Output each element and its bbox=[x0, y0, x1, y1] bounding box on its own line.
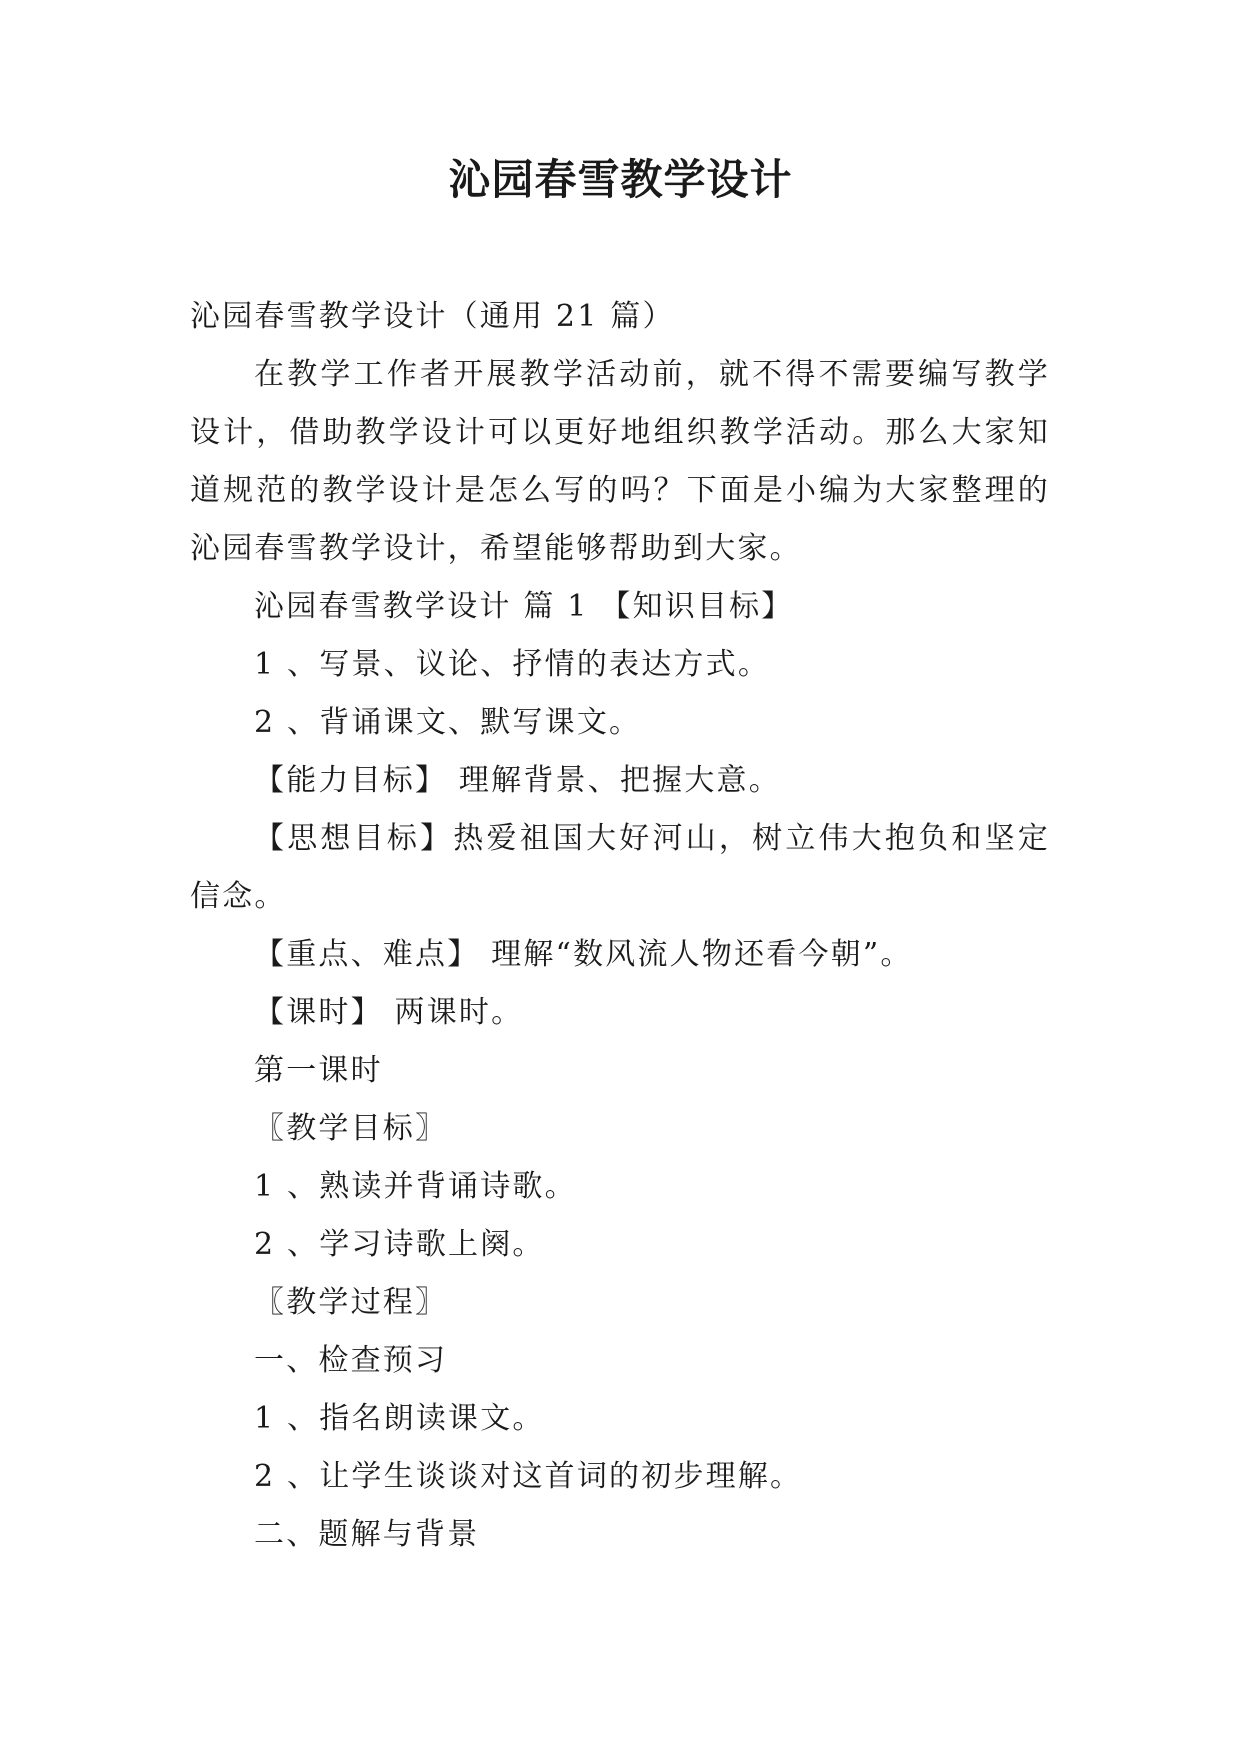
document-body bbox=[190, 288, 1050, 1564]
class-hours: 【课时】 两课时。 bbox=[254, 995, 524, 1030]
teaching-goal-1: 1 、熟读并背诵诗歌。 bbox=[254, 1169, 577, 1204]
step-one-item-1: 1 、指名朗读课文。 bbox=[254, 1401, 545, 1436]
section-heading-1: 沁园春雪教学设计 篇 1 【知识目标】 bbox=[254, 589, 794, 624]
intro-paragraph: 在教学工作者开展教学活动前，就不得不需要编写教学设计，借助教学设计可以更好地组织教学活动。那么大家知道规范的教学设计是怎么写的吗？下面是小编为大家整理的沁园春雪教学设计，希望能够帮助到大家。 bbox=[190, 357, 1050, 566]
document-subtitle: 沁园春雪教学设计（通用 21 篇） bbox=[190, 299, 675, 334]
teaching-goals-heading: 〖教学目标〗 bbox=[254, 1111, 448, 1146]
first-lesson-heading: 第一课时 bbox=[254, 1053, 383, 1088]
step-one-item-2: 2 、让学生谈谈对这首词的初步理解。 bbox=[254, 1459, 803, 1494]
knowledge-goal-1: 1 、写景、议论、抒情的表达方式。 bbox=[254, 647, 771, 682]
key-points: 【重点、难点】 理解“数风流人物还看今朝”。 bbox=[254, 937, 913, 972]
thought-goal: 【思想目标】热爱祖国大好河山，树立伟大抱负和坚定信念。 bbox=[190, 821, 1050, 914]
document-title: 沁园春雪教学设计 bbox=[448, 155, 793, 204]
step-two-heading: 二、题解与背景 bbox=[254, 1517, 480, 1552]
knowledge-goal-2: 2 、背诵课文、默写课文。 bbox=[254, 705, 642, 740]
ability-goal: 【能力目标】 理解背景、把握大意。 bbox=[254, 763, 781, 798]
teaching-goal-2: 2 、学习诗歌上阕。 bbox=[254, 1227, 545, 1262]
step-one-heading: 一、检查预习 bbox=[254, 1343, 448, 1378]
teaching-process-heading: 〖教学过程〗 bbox=[254, 1285, 448, 1320]
